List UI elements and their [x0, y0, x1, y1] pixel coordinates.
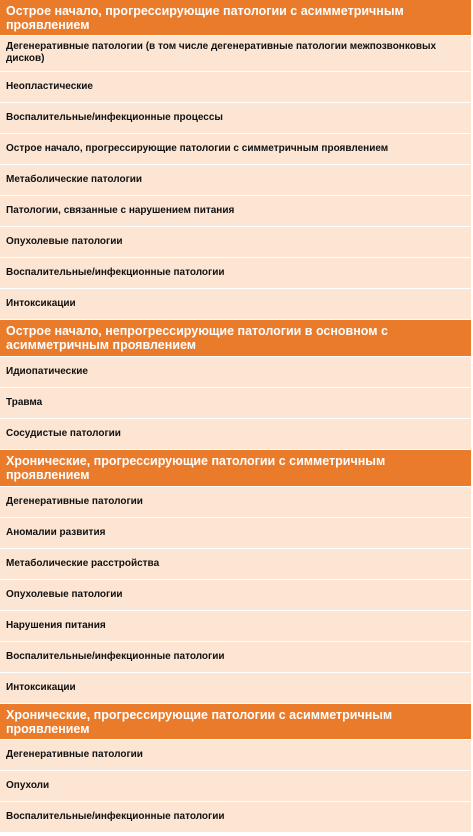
table-row: Травма — [0, 388, 471, 419]
table-row: Неопластические — [0, 72, 471, 103]
table-row: Интоксикации — [0, 673, 471, 704]
table-row: Нарушения питания — [0, 611, 471, 642]
table-row: Острое начало, прогрессирующие патологии с симметричным проявлением — [0, 134, 471, 165]
table-row: Опухолевые патологии — [0, 227, 471, 258]
table-row: Интоксикации — [0, 289, 471, 320]
section-header: Хронические, прогрессирующие патологии с симметричным проявлением — [0, 450, 471, 487]
table-row: Сосудистые патологии — [0, 419, 471, 450]
table-row: Дегенеративные патологии — [0, 487, 471, 518]
table-row: Воспалительные/инфекционные патологии — [0, 802, 471, 833]
table-row: Воспалительные/инфекционные процессы — [0, 103, 471, 134]
table-row: Дегенеративные патологии — [0, 740, 471, 771]
table-row: Дегенеративные патологии (в том числе дегенеративные патологии межпозвонковых дисков) — [0, 36, 471, 72]
table-row: Метаболические патологии — [0, 165, 471, 196]
section-header: Острое начало, непрогрессирующие патологии в основном с асимметричным проявлением — [0, 320, 471, 357]
table-row: Аномалии развития — [0, 518, 471, 549]
section-header: Хронические, прогрессирующие патологии с асимметричным проявлением — [0, 704, 471, 740]
table-row: Метаболические расстройства — [0, 549, 471, 580]
table-row: Идиопатические — [0, 357, 471, 388]
table-row: Патологии, связанные с нарушением питания — [0, 196, 471, 227]
table-row: Воспалительные/инфекционные патологии — [0, 258, 471, 289]
table-row: Опухолевые патологии — [0, 580, 471, 611]
table-row: Воспалительные/инфекционные патологии — [0, 642, 471, 673]
table-row: Опухоли — [0, 771, 471, 802]
section-header: Острое начало, прогрессирующие патологии с асимметричным проявлением — [0, 0, 471, 36]
